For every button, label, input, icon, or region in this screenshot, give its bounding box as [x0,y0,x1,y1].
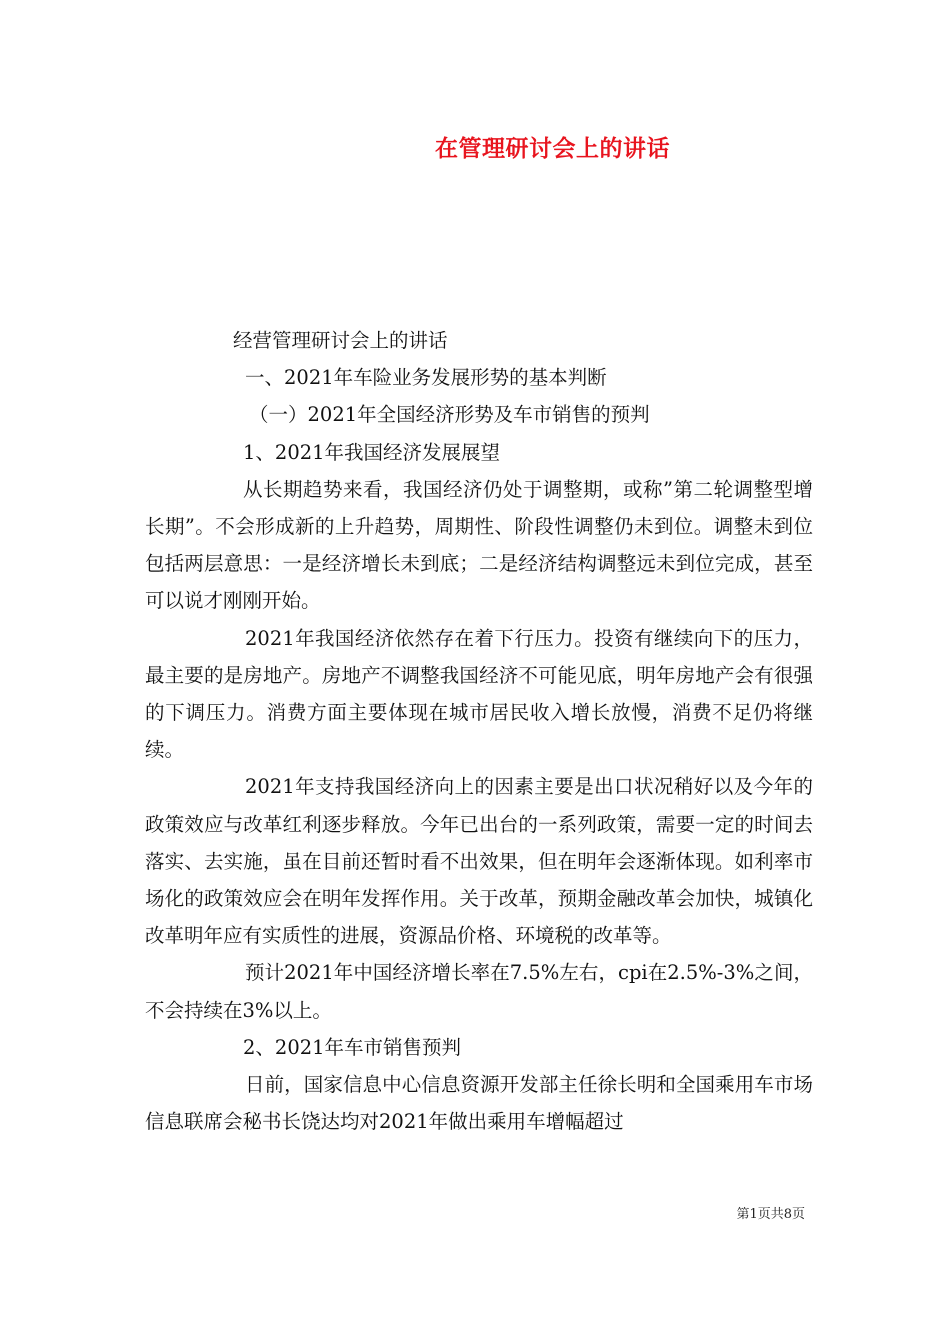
section-heading-1-1: （一）2021年全国经济形势及车市销售的预判 [249,403,650,427]
page-number: 第1页共8页 [736,1207,805,1222]
page-title: 在管理研讨会上的讲话 [435,136,670,162]
paragraph-4: 预计2021年中国经济增长率在7.5%左右，cpi在2.5%-3%之间，不会持续在3%以上。 [145,961,813,1022]
paragraph-3: 2021年支持我国经济向上的因素主要是出口状况稍好以及今年的政策效应与改革红利逐步释放。今年已出台的一系列政策，需要一定的时间去落实、去实施，虽在目前还暂时看不出效果，但在明年会逐渐体现。如利率市场化的政策效应会在明年发挥作用。关于改革，预期金融改革会加快，城镇化改革明年应有实质性的进展，资源品价格、环境税的改革等。 [145,775,813,948]
document-body [145,322,813,1140]
paragraph-2: 2021年我国经济依然存在着下行压力。投资有继续向下的压力，最主要的是房地产。房地产不调整我国经济不可能见底，明年房地产会有很强的下调压力。消费方面主要体现在城市居民收入增长放慢，消费不足仍将继续。 [145,626,813,762]
section-heading-1-1-1: 1、2021年我国经济发展展望 [243,440,501,464]
section-heading-1-1-2: 2、2021年车市销售预判 [243,1035,462,1059]
paragraph-5: 日前，国家信息中心信息资源开发部主任徐长明和全国乘用车市场信息联席会秘书长饶达均对2021年做出乘用车增幅超过 [145,1072,813,1134]
paragraph-1: 从长期趋势来看，我国经济仍处于调整期，或称”第二轮调整型增长期”。不会形成新的上升趋势，周期性、阶段性调整仍未到位。调整未到位包括两层意思：一是经济增长未到底；二是经济结构调整远未到位完成，甚至可以说才刚刚开始。 [145,477,813,613]
section-heading-1: 一、2021年车险业务发展形势的基本判断 [245,366,607,390]
subtitle: 经营管理研讨会上的讲话 [233,329,448,352]
